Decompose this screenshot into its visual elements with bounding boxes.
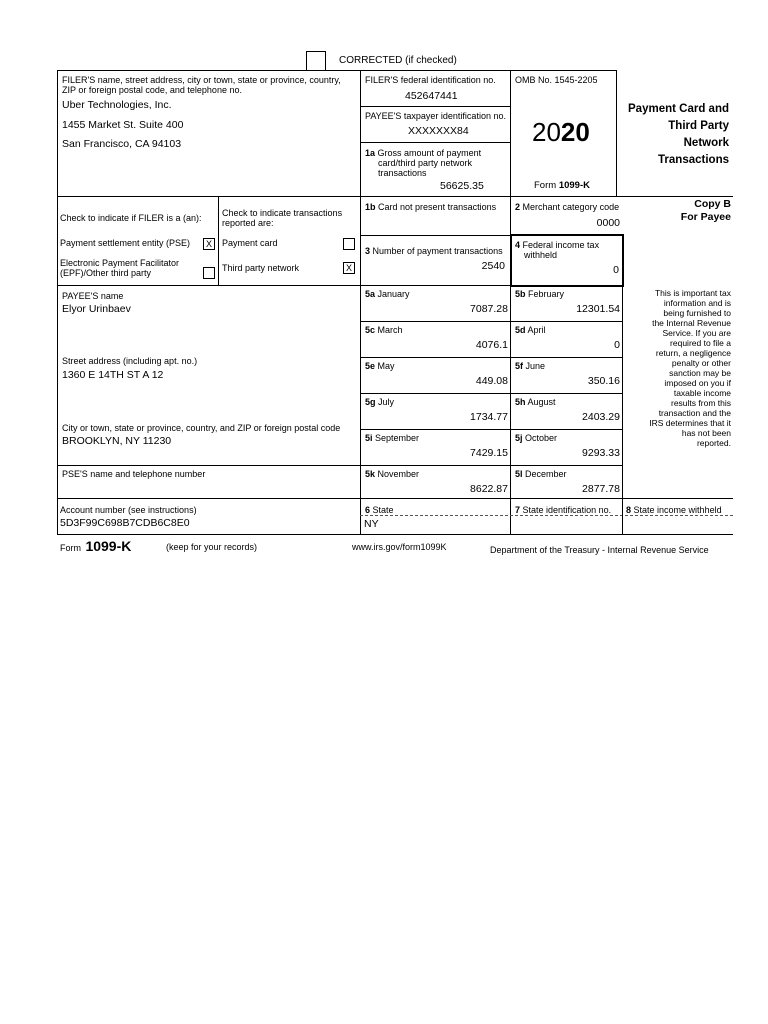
month-value: 2403.29 [582,411,620,423]
footer-url: www.irs.gov/form1099K [352,542,447,552]
payee-street: 1360 E 14TH ST A 12 [62,369,164,381]
corrected-label: CORRECTED (if checked) [339,55,457,66]
month-box-5e [360,357,510,393]
box1a-label3: transactions [378,168,427,178]
pse-label: Payment settlement entity (PSE) [60,238,191,248]
box3-label: 3 Number of payment transactions [365,246,503,256]
month-value: 350.16 [587,375,620,387]
month-label: 5c March [365,325,403,335]
omb-form-name: Form 1099-K [534,180,590,191]
month-label: 5j October [515,433,558,443]
month-label: 5f June [515,361,546,371]
month-value: 7087.28 [470,303,508,315]
third-party-checkbox[interactable]: X [343,262,355,274]
check-trans-label2: reported are: [222,218,274,228]
copy-label: Copy B For Payee [680,198,731,223]
month-box-5d [510,321,622,357]
box6-value: NY [364,518,379,530]
month-value: 9293.33 [582,447,620,459]
box4-label2: withheld [524,250,558,260]
filer-street: 1455 Market St. Suite 400 [62,119,184,131]
omb-label: OMB No. 1545-2205 [515,75,598,85]
month-value: 0 [614,339,620,351]
month-box-5k [360,465,510,501]
box1a-label2: card/third party network [378,158,473,168]
footer-dept: Department of the Treasury - Internal Revenue Service [490,545,709,555]
month-box-5g [360,393,510,429]
pse-checkbox[interactable]: X [203,238,215,250]
month-label: 5k November [365,469,420,479]
payee-name-label: PAYEE'S name [62,291,124,301]
epf-label: Electronic Payment Facilitator [60,258,180,268]
month-label: 5h August [515,397,556,407]
form-title: Payment Card and Third Party Network Transactions [628,103,729,166]
month-box-5b [510,285,622,321]
payee-name: Elyor Urinbaev [62,303,131,315]
month-label: 5l December [515,469,567,479]
filer-name: Uber Technologies, Inc. [62,99,172,111]
payee-street-label: Street address (including apt. no.) [62,356,198,366]
month-box-5l [510,465,622,501]
month-label: 5b February [515,289,565,299]
third-party-label: Third party network [222,263,300,273]
payment-card-checkbox[interactable] [343,238,355,250]
check-filer-label: Check to indicate if FILER is a (an): [60,213,202,223]
notice-text: This is important tax information and is being furnished to the Internal Revenue Service. If you are required to file a return, a negligence penalty or other sanction may be imposed on you if taxable income results from this transaction and the IRS determines that it has not been reported. [649,288,731,448]
box2-value: 0000 [596,217,620,229]
box2-label: 2 Merchant category code [515,202,620,212]
month-box-5i [360,429,510,465]
payee-tin: XXXXXXX84 [408,125,469,137]
box4-value: 0 [613,264,619,276]
footer-form: Form 1099-K [60,538,132,554]
box6-label: 6 State [365,505,394,515]
account-number: 5D3F99C698B7CDB6C8E0 [60,517,190,529]
month-value: 7429.15 [470,447,508,459]
month-box-5c [360,321,510,357]
box7-label: 7 State identification no. [515,505,612,515]
account-label: Account number (see instructions) [60,505,197,515]
tax-year: 2020 [532,117,590,147]
corrected-checkbox[interactable] [306,51,326,71]
month-value: 2877.78 [582,483,620,495]
check-trans-label: Check to indicate transactions [222,208,343,218]
month-label: 5e May [365,361,395,371]
month-label: 5i September [365,433,420,443]
box1a-label: 1a Gross amount of payment [365,148,482,158]
filer-fed-id: 452647441 [405,90,458,102]
month-value: 1734.77 [470,411,508,423]
filer-city: San Francisco, CA 94103 [62,138,182,150]
filer-label-line2: ZIP or foreign postal code, and telephone no. [62,85,242,95]
month-label: 5g July [365,397,395,407]
month-label: 5d April [515,325,546,335]
filer-label: FILER'S name, street address, city or town, state or province, country, [62,75,341,85]
box3-value: 2540 [481,260,505,272]
pse-name-label: PSE'S name and telephone number [62,469,206,479]
month-value: 12301.54 [576,303,620,315]
month-box-5j [510,429,622,465]
payee-tin-label: PAYEE'S taxpayer identification no. [365,111,506,121]
box1a-value: 56625.35 [440,180,484,192]
month-value: 8622.87 [470,483,508,495]
epf-checkbox[interactable] [203,267,215,279]
payee-city-label: City or town, state or province, country, and ZIP or foreign postal code [62,423,341,433]
box8-label: 8 State income withheld [626,505,722,515]
box1b-label: 1b Card not present transactions [365,202,497,212]
box4-label: 4 Federal income tax [515,240,600,250]
epf-label2: (EPF)/Other third party [60,268,152,278]
month-label: 5a January [365,289,410,299]
month-value: 4076.1 [475,339,508,351]
month-value: 449.08 [475,375,508,387]
payee-city: BROOKLYN, NY 11230 [62,435,172,447]
month-box-5h [510,393,622,429]
payment-card-label: Payment card [222,238,278,248]
month-box-5f [510,357,622,393]
month-box-5a [360,285,510,321]
filer-fed-id-label: FILER'S federal identification no. [365,75,496,85]
footer-keep: (keep for your records) [166,542,258,552]
